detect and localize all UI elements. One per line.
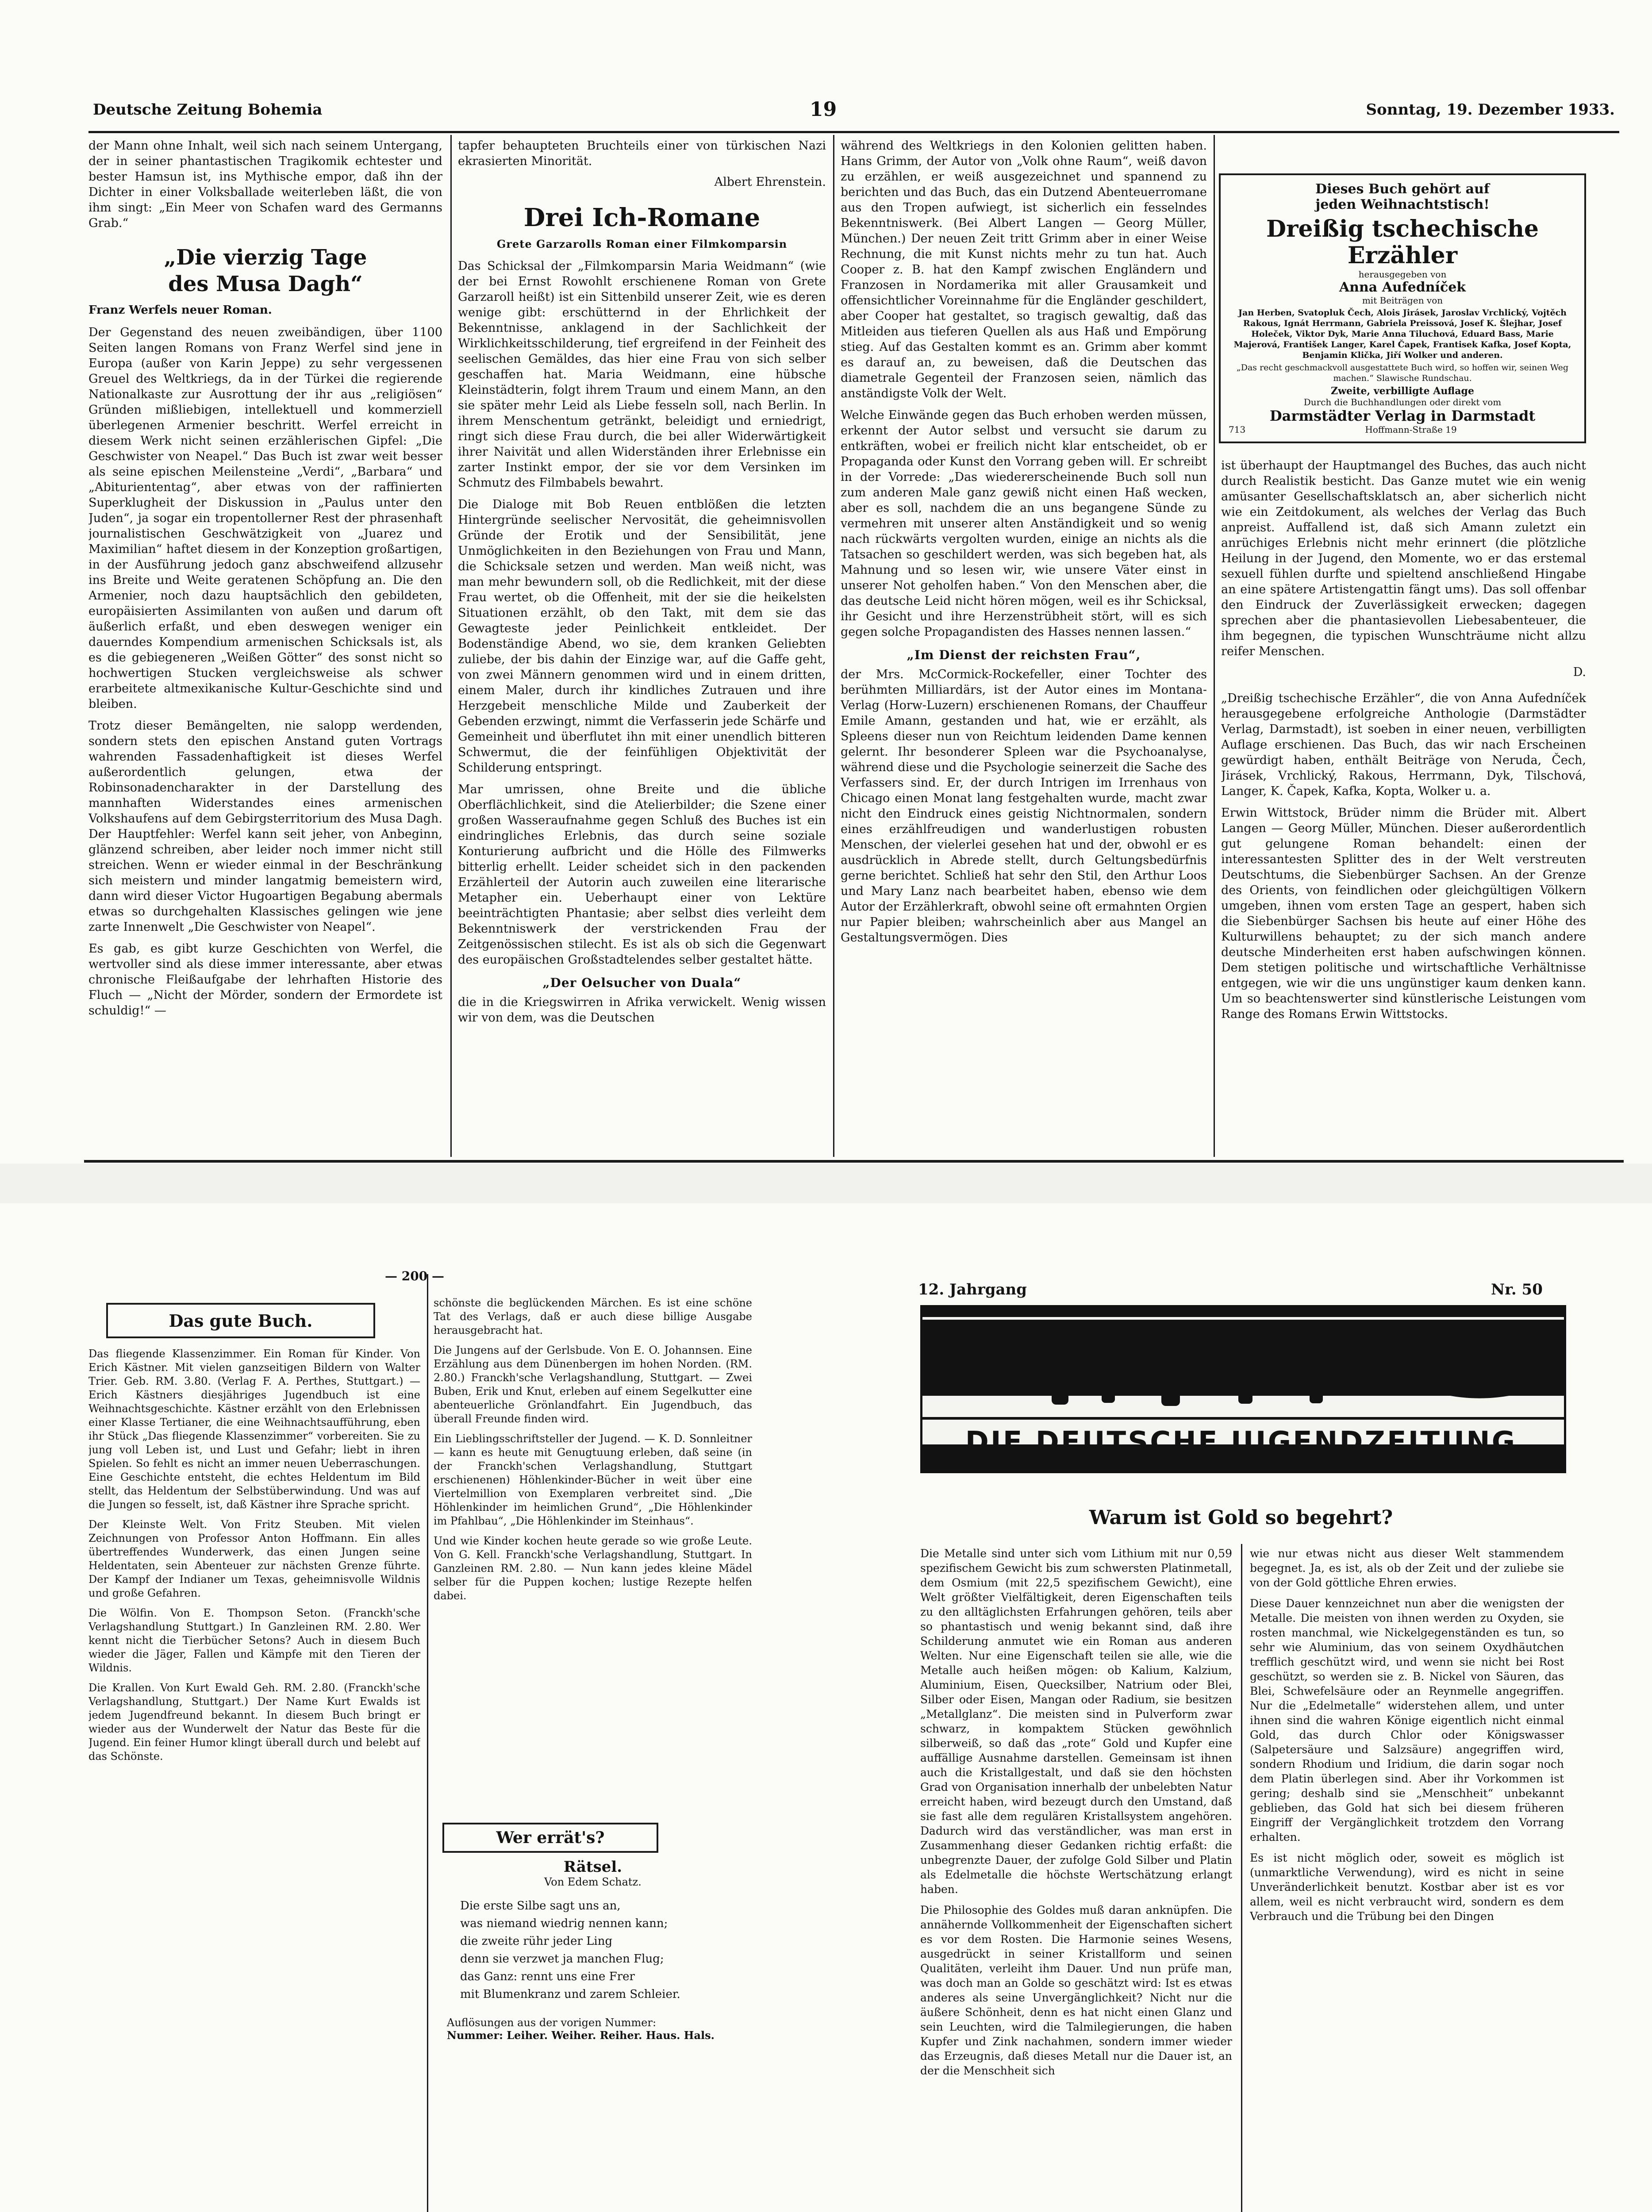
review-subtitle: Grete Garzarolls Roman einer Filmkomparsin	[496, 238, 788, 250]
header-newspaper-name: Deutsche Zeitung Bohemia	[93, 101, 323, 119]
riddle-solution-label: Auflösungen aus der vorigen Nummer:	[447, 2016, 657, 2029]
bottom-column-1	[88, 1347, 420, 2212]
ad-contrib-prefix: mit Beiträgen von	[1362, 295, 1443, 306]
book-notice: Die Wölfin. Von E. Thompson Seton. (Franckh'sche Verlagshandlung Stuttgart.) In Ganzleinen RM. 2.80. Wer kennt nicht die Tierbücher Setons? Auch in diesem Buch wieder die Jäger, Fallen und Kämpfe mit den Tieren der Wildnis.	[88, 1607, 420, 1674]
top-column-3	[841, 138, 1207, 1156]
review-paragraph: Mar umrissen, ohne Breite und die übliche Oberflächlichkeit, sind die Atelierbilder; die Szene einer großen Wasseraufnahme gegen Schluß des Buches ist ein eindringliches Erlebnis, das durch seine soziale Konturierung aufbricht und die Hölle des Filmwerks bitterlig erhellt. Leider scheidet sich in den packenden Erzählerteil der Autorin auch zuweilen eine literarische Metapher ein. Ueberhaupt einer von Lektüre beeinträchtigten Phantasie; aber selbst dies verleiht dem Bekenntniswerk der verstrickenden Frau der Zeitgenössischen stilecht. Es ist als ob sich die Gegenwart des europäischen Großstadtelendes selber gestaltet hätte.	[458, 783, 826, 967]
review-paragraph: die in die Kriegswirren in Afrika verwickelt. Wenig wissen wir von dem, was die Deutschen	[458, 995, 826, 1025]
masthead-title: DIE DEUTSCHE JUGENDZEITUNG	[965, 1426, 1517, 1459]
riddle-block	[438, 1858, 748, 2212]
jahrgang: 12. Jahrgang	[918, 1281, 1027, 1298]
review-subheading: „Der Oelsucher von Duala“	[542, 975, 741, 990]
riddle-verse-line: was niemand wiedrig nennen kann;	[460, 1917, 668, 1930]
review-paragraph: Es gab, es gibt kurze Geschichten von Werfel, die wertvoller sind als diese immer interessante, aber etwas chronische Fleißaufgabe der lehrhaften Historie des Fluch — „Nicht der Mörder, sondern der Ermordete ist schuldig!“ —	[88, 942, 442, 1018]
ad-book-title: Dreißig tschechische Erzähler	[1266, 215, 1539, 269]
section-title-box	[106, 1303, 375, 1338]
review-paragraph: Erwin Wittstock, Brüder nimm die Brüder mit. Albert Langen — Georg Müller, München. Dieser außerordentlich gut gelungene Roman behandelt: einen der interessantesten Splitter des in der Welt verstreuten Deutschtums, die Siebenbürger Sachsen. An der Grenze des Orients, von feindlichen oder gleichgültigen Völkern umgeben, ihnen vom ersten Tage an gespert, haben sich die Siebenbürger Sachsen bis heute auf einer Höhe des Kulturwillens behauptet; zu der sich manch andere deutsche Minderheiten erst haben aufschwingen können. Dem stetigen politische und wirtschaftliche Verhältnisse entgegen, wie wir die uns ungünstiger kaum denken kann. Um so beachtenswerter sind künstlerische Leistungen vom Range des Romans Erwin Wittstocks.	[1221, 806, 1586, 1021]
page-fold-rule	[84, 1160, 1624, 1163]
book-notice: Der Kleinste Welt. Von Fritz Steuben. Mit vielen Zeichnungen von Professor Anton Hoffmann. Ein alles übertreffendes Wunderwerk, das einen Jungen seine Heldentaten, sein Abenteuer zur nächsten Grenze führte. Der Kampf der Indianer um Texas, geheimnisvolle Wildnis und große Gefahren.	[88, 1518, 420, 1599]
ad-quote: „Das recht geschmackvoll ausgestattete Buch wird, so hoffen wir, seinen Weg machen.“ Slawische Rundschau.	[1236, 363, 1569, 383]
article-continuation: der Mann ohne Inhalt, weil sich nach seinem Untergang, der in seiner phantastischen Tragikomik echtester und bester Hamsun ist, ins Mythische empor, daß ihn der Dichter in einer Volksballade weiterleben läßt, die von ihm singt: „Ein Meer von Schafen ward des Germanns Grab.“	[88, 139, 442, 230]
header-date: Sonntag, 19. Dezember 1933.	[1366, 101, 1615, 119]
issue-number: Nr. 50	[1491, 1281, 1543, 1298]
riddle-solution: Nummer: Leiher. Weiher. Reiher. Haus. Hals.	[447, 2029, 715, 2042]
review-paragraph: Das Schicksal der „Filmkomparsin Maria Weidmann“ (wie der bei Ernst Rowohlt erschienene Roman von Grete Garzaroll heißt) ist ein Sittenbild unserer Zeit, wie es deren wenige gibt: erschütternd in der Ehrlichkeit der Bekenntnisse, anklagend in der Sachlichkeit der Wirklichkeitsschilderung, tief ergreifend in der Feinheit des seelischen Gemäldes, das hier eine Frau von sich selber geschaffen hat. Maria Weidmann, eine hübsche Kleinstädterin, folgt ihrem Traum und einem Mann, an den sie später mehr Leid als Liebe fesseln soll, nach Berlin. In ihrem Menschentum getränkt, beleidigt und erniedrigt, ringt sich diese Frau durch, die bei aller Widerwärtigkeit ihrer Naivität und allen Widerständen ihrer Erlebnisse ein zarter Instinkt empor, der sie vor dem Versinken im Schmutz des Filmbabels bewahrt.	[458, 259, 826, 490]
column-rule-3	[1214, 135, 1215, 1157]
top-column-1	[88, 138, 442, 1156]
ad-editor: Anna Aufedníček	[1339, 280, 1466, 295]
top-column-2	[458, 138, 826, 1156]
author-signature: Albert Ehrenstein.	[714, 175, 826, 189]
article-paragraph: Diese Dauer kennzeichnet nun aber die wenigsten der Metalle. Die meisten von ihnen werden zu Oxyden, sie rosten manchmal, wie Nickelgegenständen es tun, so sehr wie Aluminium, das von seinem Oxydhäutchen trefflich geschützt wird, und wenn sie nicht bei Rost geschützt, so werden sie z. B. Nickel von Säuren, das Blei, Schwefelsäure oder an Reynmelle angegriffen. Nur die „Edelmetalle“ widerstehen allem, und unter ihnen sind die wahren Könige eigentlich nicht einmal Gold, das durch Chlor oder Königswasser (Salpetersäure und Salzsäure) angegriffen wird, sondern Rhodium und Iridium, die darin sogar noch dem Platin überlegen sind. Aber ihr Vorkommen ist gering; deshalb sind sie „Menschheit“ unbekannt geblieben, das Gold hat sich bei diesem früheren Eingriff der Vergänglichkeit trotzdem den Vorrang erhalten.	[1250, 1597, 1564, 1843]
article-paragraph: Die Metalle sind unter sich vom Lithium mit nur 0,59 spezifischem Gewicht bis zum schwersten Platinmetall, dem Osmium (mit 22,5 spezifischem Gewicht), eine Welt größter Vielfältigkeit, deren Eigenschaften teils zu den alltäglichsten Erfahrungen gehören, teils aber so phantastisch und wenig bekannt sind, daß ihre Schilderung anmutet wie ein Roman aus anderen Welten. Nur eine Eigenschaft teilen sie alle, wie die Metalle auch heißen mögen: ob Kalium, Kalzium, Aluminium, Eisen, Quecksilber, Natrium oder Blei, Silber oder Eisen, Mangan oder Radium, sie besitzen „Metallglanz“. Die meisten sind in Pulverform zwar schwarz, in kompaktem Stücken gewöhnlich silberweiß, so daß das „rote“ Gold und Kupfer eine auffällige Ausnahme darstellen. Gemeinsam ist ihnen auch die Kristallgestalt, und daß sie den höchsten Grad von Organisation innerhalb der unbelebten Natur erreicht haben, wird bezeugt durch den Umstand, daß sie fast alle dem regulären Kristallsystem angehören. Dadurch wird das verständlicher, was man erst in Zusammenhang dieser Gedanken richtig erfaßt: die unbegrenzte Dauer, der zufolge Gold Silber und Platin als Edelmetalle die höchste Wertschätzung erlangt haben.	[920, 1547, 1232, 1896]
ad-code: 713	[1229, 424, 1246, 435]
bottom-column-rule-2	[1241, 1544, 1242, 2212]
ad-contributors: Jan Herben, Svatopluk Čech, Alois Jirásek, Jaroslav Vrchlický, Vojtěch Rakous, Ignát Herrmann, Gabriela Preissová, Josef K. Šlejhar, Josef Holeček, Viktor Dyk, Marie Anna Tiluchová, Eduard Bass, Marie Majerová, František Langer, Karel Čapek, Frantisek Kafka, Josef Kopta, Benjamin Klička, Jiří Wolker und anderen.	[1233, 308, 1571, 360]
review-paragraph: Die Dialoge mit Bob Reuen entblößen die letzten Hintergründe seelischer Nervosität, die geheimnisvollen Gründe der Erotik und der Sensibilität, jene Unmöglichkeiten in den Beziehungen von Frau und Mann, die Schicksale setzen und werden. Man weiß nicht, was man mehr bewundern soll, ob die Redlichkeit, mit der diese Frau wertet, ob die Offenheit, mit der sie die heikelsten Situationen erzählt, ob den Takt, mit dem sie das Gewagteste jeder Peinlichkeit entkleidet. Der Bodenständige Abend, wo sie, dem kranken Geliebten zuliebe, der bis dahin der Einzige war, auf die Gaffe geht, von zwei Männern genommen wird und in einem dritten, einem Maler, durch ihr kindliches Zutrauen und ihre Herzgebeit menschliche Milde und Zauberkeit der Gebenden erzwingt, nimmt die Verfasserin jede Schärfe und Gemeinheit und überflutet ihn mit einer unendlich bitteren Schwermut, die der feinfühligen Objektivität der Schilderung entspringt.	[458, 498, 826, 775]
top-column-4	[1221, 458, 1586, 1155]
article-paragraph: wie nur etwas nicht aus dieser Welt stammendem begegnet. Ja, es ist, als ob der Zeit und der zuliebe sie von der Gold göttliche Ehren erwies.	[1250, 1547, 1564, 1589]
article-paragraph: Die Philosophie des Goldes muß daran anknüpfen. Die annähernde Vollkommenheit der Eigenschaften sichert es vor dem Rosten. Die Harmonie seines Wesens, ausgedrückt in seiner Kristallform und seinen Qualitäten, verleiht ihm Dauer. Und nun prüfe man, was doch man an Golde so geschätzt wird: Ist es etwas anderes als seine Unvergänglichkeit? Nicht nur die äußere Schönheit, denn es hat nicht einen Glanz und sein Leuchten, wird die Talmilegierungen, die haben Kupfer und Zink nachahmen, sondern immer wieder das Erzeugnis, daß dieses Metall nur die Dauer ist, an der die Menschheit sich	[920, 1904, 1232, 2077]
bottom-page-number: — 200 —	[385, 1269, 444, 1283]
riddle-verse	[438, 1897, 748, 2003]
ad-edition: Zweite, verbilligte Auflage	[1331, 385, 1474, 397]
review-subtitle: Franz Werfels neuer Roman.	[88, 303, 272, 317]
header-rule	[88, 131, 1619, 133]
riddle-verse-line: mit Blumenkranz und zarem Schleier.	[460, 1988, 680, 2001]
article-column-2	[1250, 1546, 1564, 2212]
review-title-line1: „Die vierzig Tage	[164, 245, 367, 270]
riddle-verse-line: die zweite rühr jeder Ling	[460, 1935, 613, 1948]
book-notice: Ein Lieblingsschriftsteller der Jugend. — K. D. Sonnleitner — kann es heute mit Genugtuung erleben, daß seine (in der Franckh'schen Verlagshandlung, Stuttgart erschienenen) Höhlenkinder-Bücher in weit über eine Viertelmillion von Exemplaren verbreitet sind. „Die Höhlenkinder im heimlichen Grund“, „Die Höhlenkinder im Pfahlbau“, „Die Höhlenkinder im Steinhaus“.	[434, 1432, 752, 1527]
riddle-verse-line: denn sie verzwet ja manchen Flug;	[460, 1952, 664, 1966]
article-continuation: tapfer behaupteten Bruchteils einer von türkischen Nazi ekrasierten Minorität.	[458, 139, 826, 168]
review-paragraph: Der Gegenstand des neuen zweibändigen, über 1100 Seiten langen Romans von Franz Werfel sind jene in Europa (außer von Karin Jeppe) zu sehr vergessenen Greuel des Weltkriegs, da in der Türkei die regierende Nationalkaste zur Ausrottung der ihr aus „religiösen“ Gründen mißliebigen, intellektuell und kommerziell überlegenen Armenier beschritt. Werfel erreicht in diesem Werk nicht seinen erzählerischen Gipfel: „Die Geschwister von Neapel.“ Das Buch ist zwar weit besser als seine epischen Meilensteine „Verdi“, „Barbara“ und „Abituriententag“, aber etwas von der raffinierten Superklugheit der Diskussion in „Paulus unter den Juden“, ja sogar ein tropentollerner Rest der phrasenhaft journalistischen Geschwätzigkeit von „Juarez und Maximilian“ haftet diesem in der Konzeption großartigen, in der Ausführung jedoch ganz abschweifend allzusehr ins Breite und Weite geratenen Schöpfung an. Die den Armenier, noch dazu hauptsächlich den gebildeten, europäisierten Assimilanten von außen und darum oft äußerlich erfaßt, und eben deswegen weniger ein dauerndes Kompendium armenischen Schicksals ist, als es die gebiegeneren „Weißen Götter“ des sonst nicht so hochwertigen Stucken vergleichsweise als schwer erarbeitete altmexikanische Kultur-Geschichte sind und bleiben.	[88, 326, 442, 711]
review-paragraph: Welche Einwände gegen das Buch erhoben werden müssen, erkennt der Autor selbst und versucht sie darum zu entkräften, wobei er freilich nicht klar entscheidet, ob er Propaganda oder Kunst den Vorrang geben will. Er schreibt in der Vorrede: „Das wiedererscheinende Buch soll nun zum anderen Male ganz gewiß nicht einen Haß wecken, aber es soll, nachdem die an uns begangene Sünde zu vermehren mit unserer alten Anständigkeit und so wenig nach rückwärts vergolten wurden, einige an nichts als die Tatsachen so geschildert werden, was sich begeben hat, als Mahnung und so lesen wir, wie unsere Väter einst in unserer Not geholfen haben.“ Von den Menschen aber, die das deutsche Leid nicht hören mögen, weil es ihr Schicksal, ihr Gesicht und ihre Herzenstrübheit stört, will es sich gegen solche Propagandisten des Hasses nennen lassen.“	[841, 408, 1207, 639]
column-rule-1	[450, 135, 452, 1157]
page-fold-gap	[0, 1164, 1652, 1203]
review-subheading: „Im Dienst der reichsten Frau“,	[907, 648, 1141, 662]
header-page-number: 19	[810, 98, 837, 121]
section-title: Das gute Buch.	[169, 1310, 313, 1331]
book-notice: Und wie Kinder kochen heute gerade so wie große Leute. Von G. Kell. Franckh'sche Verlagshandlung, Stuttgart. In Ganzleinen RM. 2.80. — Nun kann jedes kleine Mädel selber für die Puppen kochen; lustige Rezepte helfen dabei.	[434, 1535, 752, 1602]
review-title-line2: des Musa Dagh“	[168, 272, 363, 296]
ad-publisher: Darmstädter Verlag in Darmstadt	[1269, 407, 1536, 424]
ad-line: Dieses Buch gehört auf	[1315, 181, 1490, 197]
review-paragraph: ist überhaupt der Hauptmangel des Buches, das auch nicht durch Realistik besticht. Das Ganze mutet wie ein wenig amüsanter Gesellschaftsklatsch an, aber sicherlich nicht wie ein Zeitdokument, als welches der Verlag das Buch anpreist. Auffallend ist, daß sich Amann zuletzt ein anrüchiges Erlebnis nicht mehr erinnert (die plötzliche Heilung in der Jugend, den Momente, wo er das erstemal sexuell fühlen durfte und spieltend anschließend Hingabe an eine spätere Artistengattin fängt ums). Das soll offenbar den Eindruck der Zuverlässigkeit erwecken; dagegen sprechen aber die phantasievollen Liebesabenteuer, die ihm begegnen, die typischen Wunschträume nicht allzu reifer Menschen.	[1221, 459, 1586, 658]
advertisement-box	[1219, 173, 1586, 443]
article-title: Warum ist Gold so begehrt?	[1089, 1506, 1393, 1529]
author-signature: D.	[1573, 665, 1586, 679]
book-notice: Die Jungens auf der Gerlsbude. Von E. O. Johannsen. Eine Erzählung aus dem Dünenbergen im hohen Norden. (RM. 2.80.) Franckh'sche Verlagshandlung, Stuttgart. — Zwei Buben, Erik und Knut, erleben auf einem Segelkutter eine abenteuerliche Grönlandfahrt. Ein Jugendbuch, das überall Freunde finden wird.	[434, 1344, 752, 1425]
review-paragraph: während des Weltkriegs in den Kolonien gelitten haben. Hans Grimm, der Autor von „Volk ohne Raum“, weiß davon zu erzählen, er weiß ausgezeichnet und spannend zu berichten und das Buch, das ein Dutzend Abenteuerromane aus den Tropen aufwiegt, ist sicherlich ein fesselndes Bekenntniswerk. (Bei Albert Langen — Georg Müller, München.) Der neuen Zeit tritt Grimm aber in einer Weise Rechnung, die mit Kunst nichts mehr zu tun hat. Auch Cooper z. B. hat den Kampf zwischen Engländern und Franzosen in Nordamerika mit aller Grausamkeit und offensichtlicher Voreinnahme für die Engländer geschildert, aber Cooper hat gestaltet, so tragisch gewaltig, daß das Mitleiden aus tieferen Quellen als aus Haß und Empörung stieg. Auf das Gestalten kommt es an. Grimm aber kommt es darauf an, zu beweisen, daß die Deutschen das diametrale Gegenteil der Franzosen seien, nämlich das anständigste Volk der Welt.	[841, 139, 1207, 400]
riddle-verse-line: Die erste Silbe sagt uns an,	[460, 1899, 621, 1912]
riddle-heading: Rätsel.	[563, 1858, 622, 1876]
ad-editor-prefix: herausgegeben von	[1358, 269, 1447, 280]
article-column-1	[920, 1546, 1232, 2212]
riddle-section-title: Wer errät's?	[496, 1828, 605, 1847]
riddle-verse-line: das Ganz: rennt uns eine Frer	[460, 1970, 635, 1983]
column-rule-2	[833, 135, 834, 1157]
ad-order: Durch die Buchhandlungen oder direkt vom	[1303, 397, 1502, 407]
review-paragraph: Trotz dieser Bemängelten, nie salopp werdenden, sondern stets den epischen Anstand guten Vortrags wahrenden Fassadenhaftigkeit ist dieses Werfel außerordentlich gelungen, etwa der Robinsonadencharakter in der Darstellung des mannhaften Widerstandes eines armenischen Volkshaufens auf dem Gebirgsterritorium des Musa Dagh. Der Hauptfehler: Werfel kann seit jeher, von Anbeginn, glänzend schreiben, aber leider noch immer nicht still streichen. Wenn er wieder einmal in der Beschränkung sich meistern und minder langatmig bemeistern wird, dann wird dieser Victor Hugoartigen Begabung abermals etwas so durchgehalten Klassisches gelingen wie jene zarte Innenwelt „Die Geschwister von Neapel“.	[88, 719, 442, 934]
review-title: Drei Ich-Romane	[523, 203, 761, 232]
riddle-author: Von Edem Schatz.	[544, 1876, 642, 1888]
masthead-banner	[920, 1305, 1566, 1473]
ad-line: jeden Weihnachtstisch!	[1315, 197, 1490, 212]
article-paragraph: Es ist nicht möglich oder, soweit es möglich ist (unmarktliche Verwendung), wird es nicht in seine Unveränderlichkeit benutzt. Kostbar aber ist es vor allem, weil es nicht verbraucht wird, sondern es dem Verbrauch und die Trübung bei den Dingen	[1250, 1851, 1564, 1923]
ad-address: Hoffmann-Straße 19	[1365, 424, 1457, 435]
bottom-column-rule-1	[427, 1274, 428, 2212]
ad-footer	[1229, 424, 1576, 435]
bottom-column-2	[434, 1296, 752, 1805]
page-header	[93, 96, 1615, 123]
book-notice: schönste die beglückenden Märchen. Es ist eine schöne Tat des Verlags, daß er auch diese billige Ausgabe herausgebracht hat.	[434, 1297, 752, 1336]
book-notice: Die Krallen. Von Kurt Ewald Geh. RM. 2.80. (Franckh'sche Verlagshandlung, Stuttgart.) Der Name Kurt Ewalds ist jedem Jugendfreund bekannt. In diesem Buch bringt er wieder aus der Wunderwelt der Natur das Beste für die Jugend. Ein feiner Humor klingt überall durch und belebt auf das Schönste.	[88, 1682, 420, 1763]
riddle-title-box	[442, 1823, 658, 1853]
book-notice: Das fliegende Klassenzimmer. Ein Roman für Kinder. Von Erich Kästner. Mit vielen ganzseitigen Bildern von Walter Trier. Geb. RM. 3.80. (Verlag F. A. Perthes, Stuttgart.) — Erich Kästners diesjähriges Jugendbuch ist eine Weihnachtsgeschichte. Kästner erzählt von den Erlebnissen einer Klasse Tertianer, die eine Weihnachtsaufführung, eben ihr Stück „Das fliegende Klassenzimmer“ vorbereiten. Sie zu jung voll Leben ist, und Lust und Gefahr; liebt in ihren Spielen. So fehlt es nicht an immer neuen Ueberraschungen. Eine Geschichte entsteht, die echtes Heldentum im Bild stellt, das Heldentum der Selbstüberwindung. Und was auf die Jungen so fesselt, ist, daß Kästner ihre Sprache spricht.	[88, 1348, 420, 1511]
review-paragraph: der Mrs. McCormick-Rockefeller, einer Tochter des berühmten Milliardärs, ist der Autor eines im Montana-Verlag (Horw-Luzern) erschienenen Romans, der Chauffeur Emile Amann, gestanden und hat, wie er erzählt, als Spleens dieser nun von Reichtum leidenden Dame kennen gelernt. Ihr besonderer Spleen war die Psychoanalyse, während diese und die Psychologie seinerzeit die Sache des Verfassers sind. Er, der durch Intrigen im Irrenhaus von Chicago einen Monat lang festgehalten wurde, macht zwar nicht den Eindruck eines geistig Nichtnormalen, sondern eines erzählfreudigen und wanderlustigen robusten Menschen, der vielerlei gesehen hat und der, obwohl er es ausdrücklich in Abrede stellt, durch Geltungsbedürfnis gerne berichtet. Schließ hat sehr den Stil, den Arthur Loos und Mary Lanz nach bearbeitet haben, ebenso wie dem Autor der Erzählerkraft, obwohl seine oft ermahnten Orgien nur Papier bleiben; wahrscheinlich aber aus Mangel an Gestaltungsvermögen. Dies	[841, 668, 1207, 945]
review-paragraph: „Dreißig tschechische Erzähler“, die von Anna Aufedníček herausgegebene erfolgreiche Anthologie (Darmstädter Verlag, Darmstadt), ist soeben in einer neuen, verbilligten Auflage erschienen. Das Buch, das wir nach Erscheinen gewürdigt haben, enthält Beiträge von Neruda, Čech, Jirásek, Vrchlický, Rakous, Herrmann, Dyk, Tilschová, Langer, K. Čapek, Kafka, Kopta, Wolker u. a.	[1221, 691, 1586, 798]
